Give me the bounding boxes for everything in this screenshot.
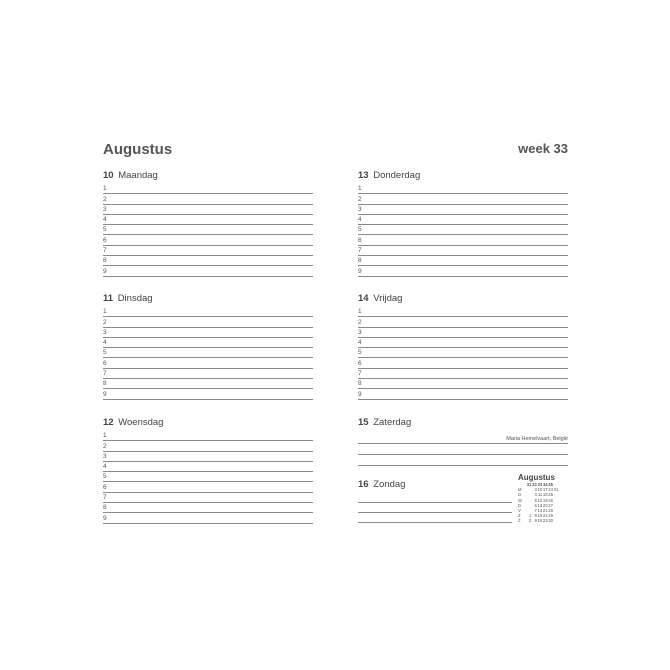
mini-calendar-date: 2	[529, 518, 532, 524]
writing-line	[103, 379, 313, 389]
day-lines	[103, 431, 313, 524]
writing-line	[103, 328, 313, 338]
mini-calendar-date: 23	[542, 518, 548, 524]
writing-line	[358, 444, 568, 455]
line-number: 2	[103, 195, 107, 203]
day-block-sunday	[358, 479, 512, 523]
day-block-wednesday	[103, 417, 313, 524]
day-lines	[358, 307, 568, 400]
line-number: 1	[103, 432, 107, 440]
mini-calendar-date	[553, 518, 558, 523]
writing-line	[358, 256, 568, 266]
mini-calendar-date: 4	[534, 492, 537, 498]
writing-line	[358, 215, 568, 225]
line-number: 9	[358, 390, 362, 398]
day-header	[358, 170, 568, 184]
line-number: 1	[103, 185, 107, 193]
mini-calendar-date: 11	[537, 492, 543, 498]
mini-calendar-date: 27	[548, 502, 553, 508]
day-block-saturday	[358, 417, 568, 466]
line-number: 2	[103, 318, 107, 326]
line-number: 9	[103, 514, 107, 522]
day-block-tuesday	[103, 293, 313, 400]
mini-calendar-date: 1	[529, 513, 532, 519]
mini-calendar-date: 7	[534, 508, 537, 514]
line-number: 6	[358, 359, 362, 367]
day-name: Vrijdag	[373, 293, 403, 304]
day-number: 13	[358, 170, 369, 181]
line-number: 9	[103, 267, 107, 275]
day-name: Woensdag	[118, 417, 164, 428]
line-number: 7	[103, 370, 107, 378]
week-label: week 33	[518, 141, 568, 156]
line-number: 3	[358, 205, 362, 213]
mini-calendar	[518, 473, 570, 524]
writing-line	[358, 266, 568, 276]
mini-calendar-day-letter: V	[518, 508, 521, 514]
writing-line	[103, 246, 313, 256]
line-number: 2	[358, 195, 362, 203]
line-number: 2	[103, 442, 107, 450]
mini-calendar-date: 15	[537, 513, 543, 519]
mini-calendar-date: 22	[542, 513, 548, 519]
day-lines	[103, 184, 313, 277]
mini-calendar-week-number: 35	[548, 482, 553, 487]
writing-line	[358, 246, 568, 256]
line-number: 8	[103, 257, 107, 265]
writing-line	[103, 462, 313, 472]
writing-line	[103, 338, 313, 348]
mini-calendar-week-number: 31	[526, 482, 532, 487]
line-number: 3	[103, 328, 107, 336]
mini-calendar-date: 5	[534, 497, 537, 503]
writing-line	[103, 184, 313, 194]
writing-line	[103, 441, 313, 451]
line-number: 8	[103, 380, 107, 388]
writing-line	[103, 389, 313, 399]
writing-line	[103, 482, 313, 492]
line-number: 5	[103, 473, 107, 481]
day-header	[358, 479, 512, 493]
line-number: 7	[103, 494, 107, 502]
line-number: 1	[358, 185, 362, 193]
writing-line	[358, 379, 568, 389]
line-number: 4	[358, 216, 362, 224]
writing-line	[103, 503, 313, 513]
line-number: 7	[358, 370, 362, 378]
mini-calendar-day-letter: M	[518, 487, 522, 493]
mini-calendar-date: 24	[548, 487, 553, 493]
day-number: 16	[358, 479, 369, 490]
mini-calendar-date: 12	[537, 497, 543, 503]
writing-line	[358, 358, 568, 368]
day-number: 11	[103, 293, 114, 304]
line-number: 8	[103, 504, 107, 512]
writing-line	[358, 235, 568, 245]
day-name: Zaterdag	[373, 417, 412, 428]
line-number: 7	[358, 247, 362, 255]
mini-calendar-date: 29	[548, 513, 553, 519]
day-number: 10	[103, 170, 114, 181]
line-number: 9	[103, 390, 107, 398]
line-number: 6	[103, 236, 107, 244]
writing-line	[103, 256, 313, 266]
writing-line	[358, 369, 568, 379]
mini-calendar-day-letter: W	[518, 497, 522, 503]
mini-calendar-date: 20	[542, 502, 548, 508]
month-title: Augustus	[103, 141, 173, 158]
day-number: 14	[358, 293, 369, 304]
writing-line	[358, 307, 568, 317]
writing-line	[358, 317, 568, 327]
mini-calendar-week-number: 33	[537, 482, 543, 487]
mini-calendar-date: 19	[542, 497, 548, 503]
mini-calendar-date: 10	[537, 487, 543, 493]
line-number: 5	[358, 226, 362, 234]
writing-line	[103, 205, 313, 215]
writing-line	[103, 452, 313, 462]
day-name: Maandag	[118, 170, 158, 181]
mini-calendar-date: 9	[534, 518, 537, 524]
mini-calendar-date: 17	[542, 487, 548, 493]
line-number: 4	[103, 216, 107, 224]
mini-calendar-date: 14	[537, 508, 543, 514]
mini-calendar-grid	[518, 482, 558, 524]
mini-calendar-day-letter: D	[518, 492, 522, 498]
line-number: 5	[103, 349, 107, 357]
line-number: 1	[358, 308, 362, 316]
day-header	[103, 417, 313, 431]
day-name: Dinsdag	[117, 293, 153, 304]
mini-calendar-date: 6	[534, 502, 537, 508]
line-number: 6	[358, 236, 362, 244]
line-number: 4	[358, 339, 362, 347]
writing-line	[103, 369, 313, 379]
line-number: 3	[358, 328, 362, 336]
day-block-monday	[103, 170, 313, 277]
line-number: 8	[358, 380, 362, 388]
day-header	[103, 293, 313, 307]
day-lines	[103, 307, 313, 400]
line-number: 8	[358, 257, 362, 265]
day-name: Donderdag	[373, 170, 421, 181]
mini-calendar-day-letter: Z	[518, 513, 521, 519]
day-header	[103, 170, 313, 184]
line-number: 6	[103, 359, 107, 367]
writing-line	[103, 194, 313, 204]
mini-calendar-date: 28	[548, 508, 553, 514]
writing-line	[103, 493, 313, 503]
writing-line	[103, 358, 313, 368]
line-number: 4	[103, 339, 107, 347]
day-header	[358, 417, 568, 431]
holiday-note: Maria Hemelvaart, België	[358, 435, 568, 444]
day-lines	[358, 184, 568, 277]
writing-line	[358, 348, 568, 358]
line-number: 1	[103, 308, 107, 316]
line-number: 9	[358, 267, 362, 275]
writing-line	[358, 328, 568, 338]
writing-line	[358, 493, 512, 503]
writing-line	[103, 215, 313, 225]
line-number: 2	[358, 318, 362, 326]
mini-calendar-date: 30	[548, 518, 553, 524]
mini-calendar-week-number: 34	[542, 482, 548, 487]
writing-line	[103, 431, 313, 441]
writing-line	[103, 225, 313, 235]
line-number: 7	[103, 247, 107, 255]
line-number: 3	[103, 452, 107, 460]
line-number: 5	[103, 226, 107, 234]
writing-line	[103, 235, 313, 245]
writing-line	[103, 348, 313, 358]
day-block-thursday	[358, 170, 568, 277]
writing-line	[358, 338, 568, 348]
mini-calendar-week-number: 32	[532, 482, 537, 487]
day-number: 15	[358, 417, 369, 428]
mini-calendar-title: Augustus	[518, 473, 555, 482]
mini-calendar-date: 25	[548, 492, 553, 498]
writing-line	[358, 513, 512, 523]
writing-line	[358, 455, 568, 466]
writing-line	[358, 503, 512, 513]
line-number: 5	[358, 349, 362, 357]
writing-line	[358, 225, 568, 235]
writing-line	[358, 389, 568, 399]
day-block-friday	[358, 293, 568, 400]
mini-calendar-date: 31	[553, 487, 559, 493]
mini-calendar-date: 16	[537, 518, 543, 524]
writing-line	[103, 513, 313, 523]
day-header	[358, 293, 568, 307]
mini-calendar-date: 13	[537, 502, 543, 508]
writing-line	[103, 307, 313, 317]
mini-calendar-day-letter: D	[518, 502, 522, 508]
writing-line	[103, 317, 313, 327]
day-number: 12	[103, 417, 114, 428]
mini-calendar-date: 18	[542, 492, 548, 498]
mini-calendar-day-letter: Z	[518, 518, 521, 524]
mini-calendar-date: 26	[548, 497, 553, 503]
line-number: 6	[103, 483, 107, 491]
writing-line	[358, 184, 568, 194]
writing-line	[358, 194, 568, 204]
line-number: 3	[103, 205, 107, 213]
mini-calendar-date: 21	[542, 508, 548, 514]
mini-calendar-row	[518, 518, 558, 523]
mini-calendar-date: 3	[534, 487, 537, 493]
day-name: Zondag	[373, 479, 406, 490]
writing-line	[103, 472, 313, 482]
writing-line	[358, 205, 568, 215]
writing-line	[103, 266, 313, 276]
line-number: 4	[103, 463, 107, 471]
mini-calendar-date: 8	[534, 513, 537, 519]
